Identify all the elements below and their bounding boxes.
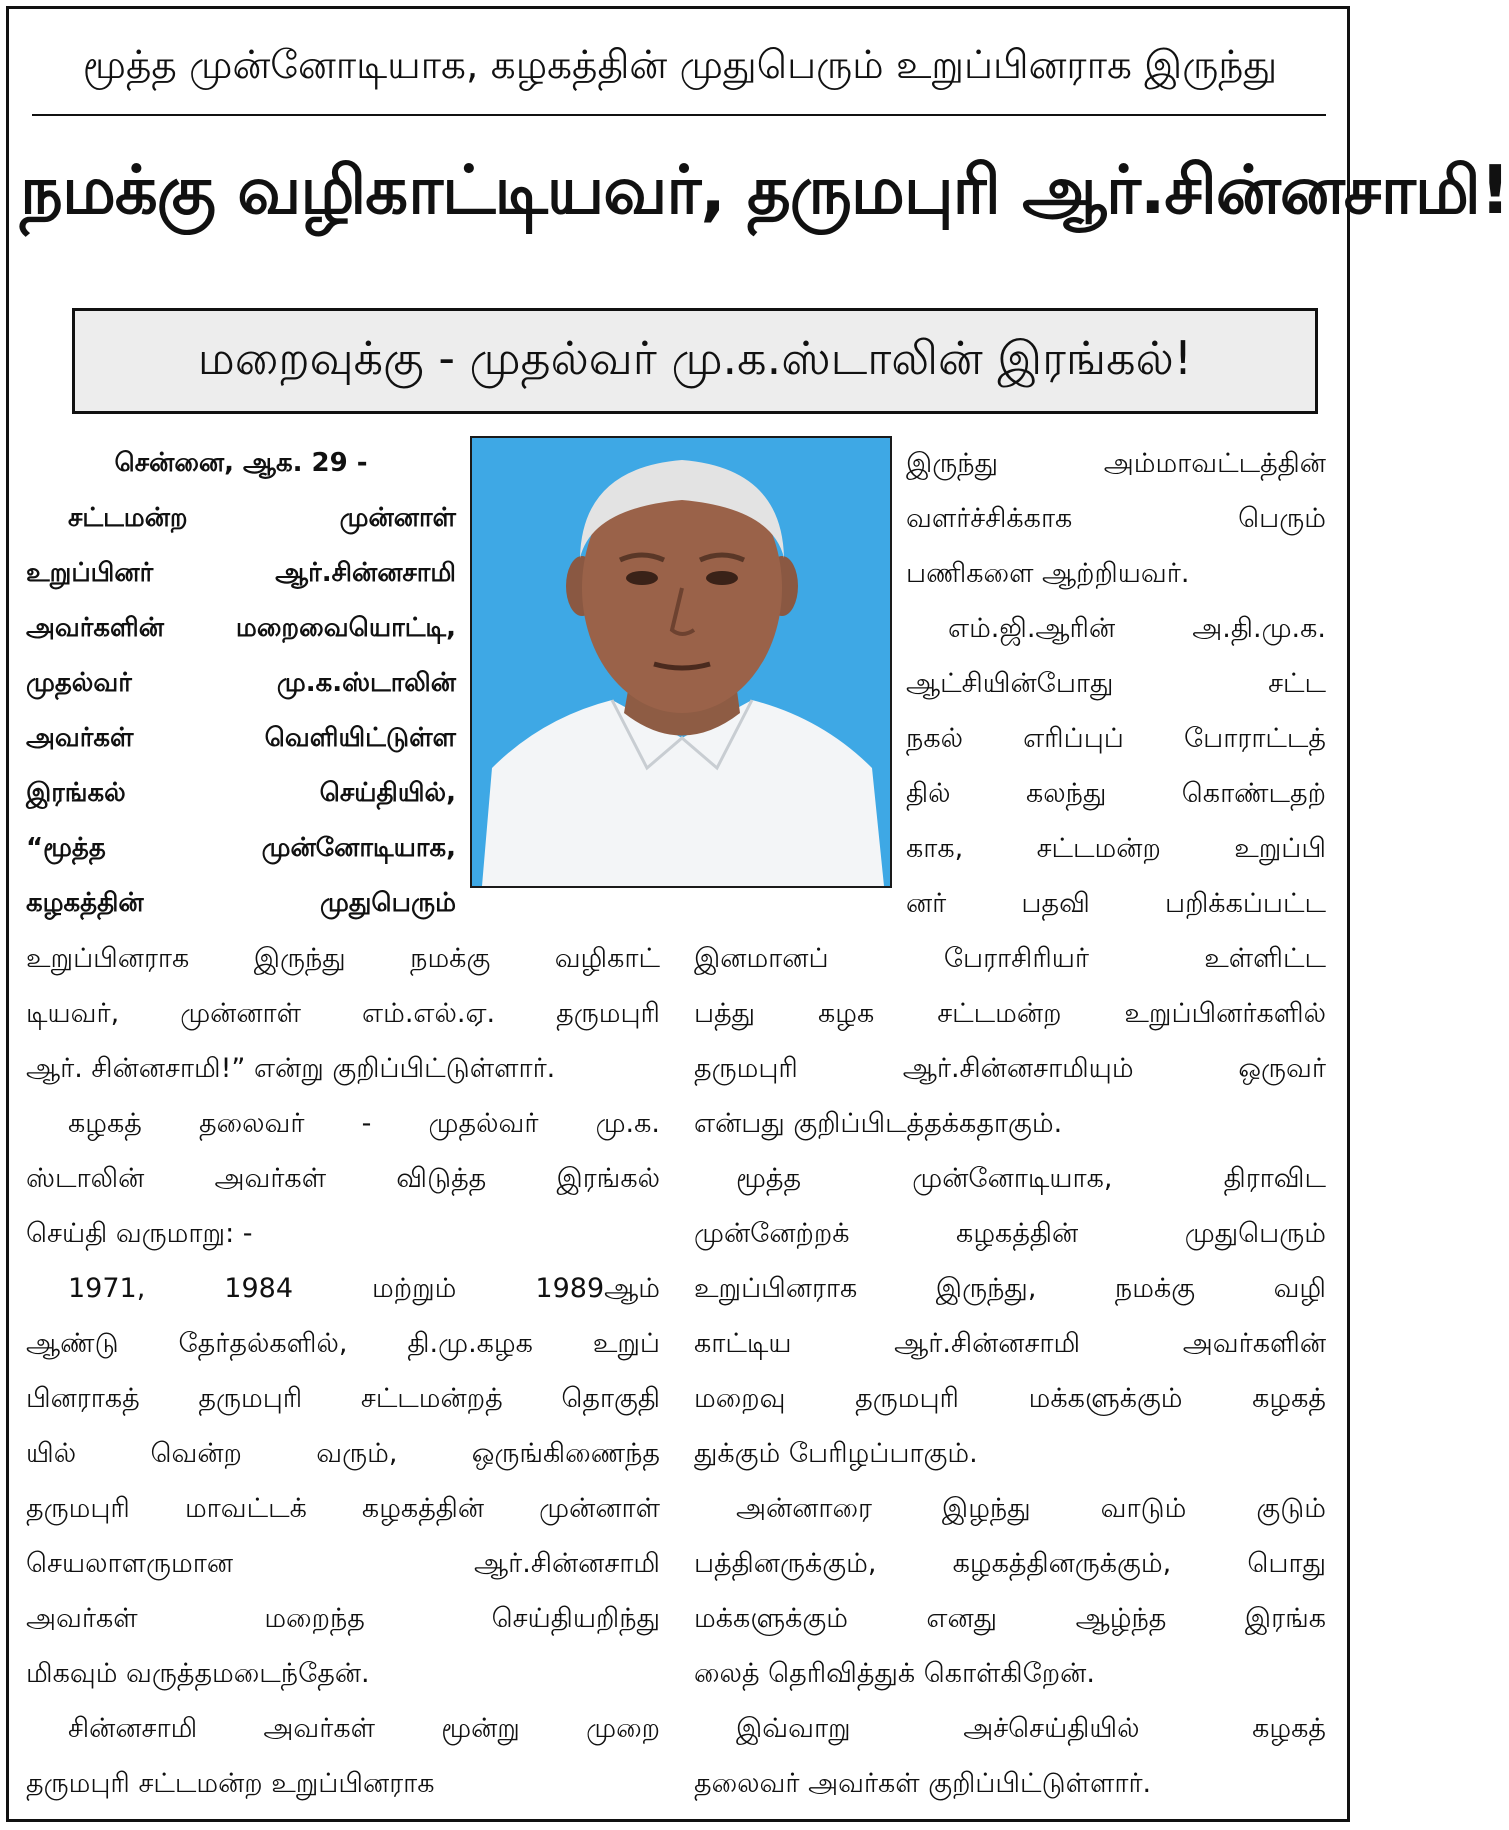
text-line: ஆட்சியின்போது சட்ட	[906, 668, 1326, 699]
text-line: அவர்கள் மறைந்த செய்தியறிந்து	[26, 1603, 660, 1634]
text-line: முன்னேற்றக் கழகத்தின் முதுபெரும்	[694, 1218, 1326, 1249]
text-line: ஆர். சின்னசாமி!” என்று குறிப்பிட்டுள்ளார்.	[26, 1053, 556, 1084]
text-line: மக்களுக்கும் எனது ஆழ்ந்த இரங்க	[694, 1603, 1326, 1634]
article-left-bottom	[26, 931, 660, 1811]
text-line: என்பது குறிப்பிடத்தக்கதாகும்.	[694, 1108, 1063, 1139]
text-line: “மூத்த முன்னோடியாக,	[26, 833, 456, 863]
text-line: சென்னை, ஆக. 29 -	[114, 448, 368, 478]
kicker-headline: மூத்த முன்னோடியாக, கழகத்தின் முதுபெரும் உறுப்பினராக இருந்து	[82, 43, 1278, 88]
subhead-box	[72, 308, 1318, 414]
text-line: கழகத்தின் முதுபெரும்	[26, 888, 456, 918]
text-line: இனமானப் பேராசிரியர் உள்ளிட்ட	[694, 943, 1326, 974]
text-line: பத்து கழக சட்டமன்ற உறுப்பினர்களில்	[694, 998, 1326, 1029]
text-line: கழகத் தலைவர் - முதல்வர் மு.க.	[68, 1108, 660, 1139]
text-line: உறுப்பினராக இருந்து, நமக்கு வழி	[694, 1273, 1326, 1304]
article-right-bottom	[694, 931, 1326, 1811]
text-line: தருமபுரி ஆர்.சின்னசாமியும் ஒருவர்	[694, 1053, 1326, 1084]
text-line: சட்டமன்ற முன்னாள்	[68, 503, 456, 533]
text-line: தலைவர் அவர்கள் குறிப்பிட்டுள்ளார்.	[694, 1768, 1152, 1799]
text-line: டியவர், முன்னாள் எம்.எல்.ஏ. தருமபுரி	[26, 998, 660, 1029]
subhead: மறைவுக்கு - முதல்வர் மு.க.ஸ்டாலின் இரங்கல்!	[197, 330, 1193, 385]
text-line: 1971, 1984 மற்றும் 1989ஆம்	[68, 1273, 660, 1304]
text-line: இரங்கல் செய்தியில்,	[26, 778, 456, 808]
text-line: உறுப்பினர் ஆர்.சின்னசாமி	[26, 558, 456, 588]
kicker-rule	[32, 114, 1326, 116]
text-line: வளர்ச்சிக்காக பெரும்	[906, 503, 1326, 534]
text-line: உறுப்பினராக இருந்து நமக்கு வழிகாட்	[26, 943, 660, 974]
text-line: யில் வென்ற வரும், ஒருங்கிணைந்த	[26, 1438, 660, 1469]
text-line: நகல் எரிப்புப் போராட்டத்	[906, 723, 1326, 754]
text-line: இவ்வாறு அச்செய்தியில் கழகத்	[736, 1713, 1326, 1744]
text-line: தருமபுரி மாவட்டக் கழகத்தின் முன்னாள்	[26, 1493, 660, 1524]
text-line: காக, சட்டமன்ற உறுப்பி	[906, 833, 1326, 864]
text-line: மூத்த முன்னோடியாக, திராவிட	[736, 1163, 1326, 1194]
text-line: முதல்வர் மு.க.ஸ்டாலின்	[26, 668, 456, 698]
text-line: அவர்கள் வெளியிட்டுள்ள	[26, 723, 456, 753]
text-line: இருந்து அம்மாவட்டத்தின்	[906, 448, 1326, 479]
text-line: எம்.ஜி.ஆரின் அ.தி.மு.க.	[948, 613, 1326, 644]
article-right-top	[906, 436, 1326, 931]
text-line: செய்தி வருமாறு: -	[26, 1218, 253, 1249]
text-line: துக்கும் பேரிழப்பாகும்.	[694, 1438, 978, 1469]
text-line: பத்தினருக்கும், கழகத்தினருக்கும், பொது	[694, 1548, 1326, 1579]
text-line: அன்னாரை இழந்து வாடும் குடும்	[736, 1493, 1326, 1524]
text-line: தில் கலந்து கொண்டதற்	[906, 778, 1326, 809]
text-line: தருமபுரி சட்டமன்ற உறுப்பினராக	[26, 1768, 435, 1799]
portrait-illustration	[472, 438, 890, 886]
article-left-top	[26, 436, 456, 931]
text-line: ஆண்டு தேர்தல்களில், தி.மு.கழக உறுப்	[26, 1328, 660, 1359]
text-line: அவர்களின் மறைவையொட்டி,	[26, 613, 456, 643]
main-headline: நமக்கு வழிகாட்டியவர், தருமபுரி ஆர்.சின்னசாமி!	[20, 151, 1509, 229]
text-line: மறைவு தருமபுரி மக்களுக்கும் கழகத்	[694, 1383, 1326, 1414]
text-line: பினராகத் தருமபுரி சட்டமன்றத் தொகுதி	[26, 1383, 660, 1414]
text-line: னர் பதவி பறிக்கப்பட்ட	[906, 888, 1326, 919]
text-line: மிகவும் வருத்தமடைந்தேன்.	[26, 1658, 370, 1689]
text-line: காட்டிய ஆர்.சின்னசாமி அவர்களின்	[694, 1328, 1326, 1359]
text-line: சின்னசாமி அவர்கள் மூன்று முறை	[68, 1713, 660, 1744]
text-line: ஸ்டாலின் அவர்கள் விடுத்த இரங்கல்	[26, 1163, 660, 1194]
text-line: செயலாளருமான ஆர்.சின்னசாமி	[26, 1548, 660, 1579]
text-line: லைத் தெரிவித்துக் கொள்கிறேன்.	[694, 1658, 1095, 1689]
text-line: பணிகளை ஆற்றியவர்.	[906, 558, 1190, 589]
portrait-photo	[470, 436, 892, 888]
